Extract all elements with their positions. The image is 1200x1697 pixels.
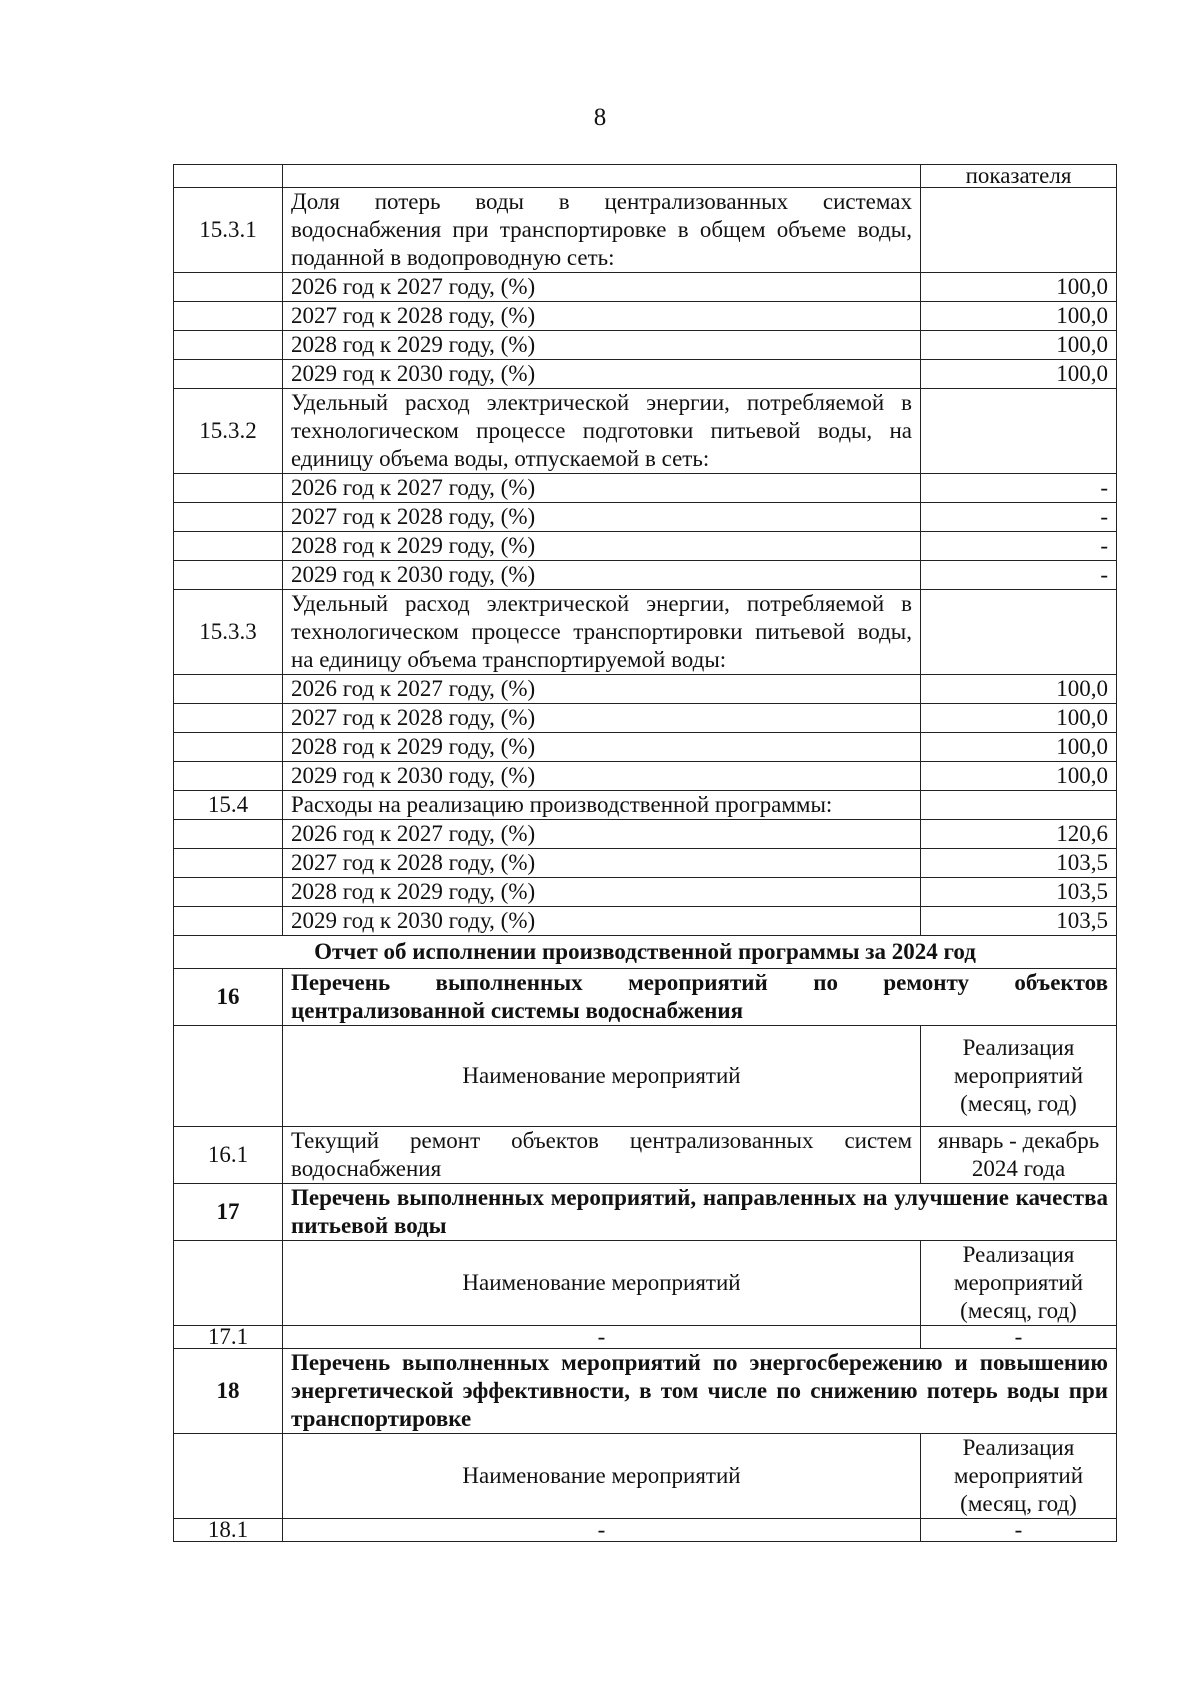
- item-date: -: [921, 1519, 1117, 1542]
- empty-cell: [174, 1434, 283, 1519]
- row-value: 100,0: [921, 360, 1117, 389]
- row-value: 103,5: [921, 849, 1117, 878]
- empty-cell: [921, 590, 1117, 675]
- report-code: 17: [174, 1184, 283, 1241]
- row-value: 103,5: [921, 878, 1117, 907]
- section-code: 15.3.1: [174, 188, 283, 273]
- section-title: Расходы на реализацию производственной программы:: [283, 791, 921, 820]
- column-name-header: Наименование мероприятий: [283, 1026, 921, 1127]
- section-title: Удельный расход электрической энергии, потребляемой в технологическом процессе подготовки питьевой воды, на единицу объема воды, отпускаемой в сеть:: [283, 389, 921, 474]
- report-code: 18: [174, 1349, 283, 1434]
- row-label: 2027 год к 2028 году, (%): [283, 302, 921, 331]
- row-value: 100,0: [921, 704, 1117, 733]
- section-code: 15.4: [174, 791, 283, 820]
- item-date: январь - декабрь 2024 года: [921, 1127, 1117, 1184]
- row-label: 2029 год к 2030 году, (%): [283, 561, 921, 590]
- row-label: 2027 год к 2028 году, (%): [283, 704, 921, 733]
- row-label: 2028 год к 2029 году, (%): [283, 733, 921, 762]
- row-value: 100,0: [921, 302, 1117, 331]
- row-value: -: [921, 532, 1117, 561]
- empty-cell: [174, 165, 283, 188]
- row-value: 100,0: [921, 273, 1117, 302]
- page-number: 8: [593, 104, 607, 131]
- section-code: 15.3.2: [174, 389, 283, 474]
- row-value: 120,6: [921, 820, 1117, 849]
- empty-cell: [921, 791, 1117, 820]
- report-title: Отчет об исполнении производственной программы за 2024 год: [174, 936, 1117, 969]
- row-label: 2027 год к 2028 году, (%): [283, 849, 921, 878]
- row-label: 2026 год к 2027 году, (%): [283, 820, 921, 849]
- row-value: -: [921, 561, 1117, 590]
- row-label: 2029 год к 2030 году, (%): [283, 762, 921, 791]
- report-section-title: Перечень выполненных мероприятий, направленных на улучшение качества питьевой воды: [283, 1184, 1117, 1241]
- indicators-table: [173, 164, 1117, 1542]
- row-label: 2028 год к 2029 году, (%): [283, 532, 921, 561]
- section-title: Доля потерь воды в централизованных системах водоснабжения при транспортировке в общем объеме воды, поданной в водопроводную сеть:: [283, 188, 921, 273]
- row-value: 100,0: [921, 331, 1117, 360]
- row-label: 2029 год к 2030 году, (%): [283, 360, 921, 389]
- item-date: -: [921, 1326, 1117, 1349]
- row-label: 2028 год к 2029 году, (%): [283, 331, 921, 360]
- row-label: 2026 год к 2027 году, (%): [283, 273, 921, 302]
- item-name: -: [283, 1326, 921, 1349]
- row-label: 2026 год к 2027 году, (%): [283, 474, 921, 503]
- empty-cell: [283, 165, 921, 188]
- column-name-header: Наименование мероприятий: [283, 1241, 921, 1326]
- item-name: -: [283, 1519, 921, 1542]
- row-value: -: [921, 503, 1117, 532]
- report-section-title: Перечень выполненных мероприятий по ремонту объектов централизованной системы водоснабжения: [283, 969, 1117, 1026]
- column-name-header: Наименование мероприятий: [283, 1434, 921, 1519]
- item-name: Текущий ремонт объектов централизованных систем водоснабжения: [283, 1127, 921, 1184]
- row-value: 103,5: [921, 907, 1117, 936]
- section-code: 15.3.3: [174, 590, 283, 675]
- empty-cell: [921, 389, 1117, 474]
- item-code: 16.1: [174, 1127, 283, 1184]
- item-code: 17.1: [174, 1326, 283, 1349]
- row-value: 100,0: [921, 675, 1117, 704]
- report-code: 16: [174, 969, 283, 1026]
- column-date-header: Реализация мероприятий (месяц, год): [921, 1241, 1117, 1326]
- column-date-header: Реализация мероприятий (месяц, год): [921, 1434, 1117, 1519]
- item-code: 18.1: [174, 1519, 283, 1542]
- header-cell: показателя: [921, 165, 1117, 188]
- empty-cell: [174, 1026, 283, 1127]
- row-value: -: [921, 474, 1117, 503]
- empty-cell: [174, 1241, 283, 1326]
- row-value: 100,0: [921, 733, 1117, 762]
- section-title: Удельный расход электрической энергии, потребляемой в технологическом процессе транспортировки питьевой воды, на единицу объема транспортируемой воды:: [283, 590, 921, 675]
- column-date-header: Реализация мероприятий (месяц, год): [921, 1026, 1117, 1127]
- row-label: 2028 год к 2029 году, (%): [283, 878, 921, 907]
- row-value: 100,0: [921, 762, 1117, 791]
- row-label: 2027 год к 2028 году, (%): [283, 503, 921, 532]
- row-label: 2029 год к 2030 году, (%): [283, 907, 921, 936]
- row-label: 2026 год к 2027 году, (%): [283, 675, 921, 704]
- report-section-title: Перечень выполненных мероприятий по энергосбережению и повышению энергетической эффективности, в том числе по снижению потерь воды при транспортировке: [283, 1349, 1117, 1434]
- empty-cell: [921, 188, 1117, 273]
